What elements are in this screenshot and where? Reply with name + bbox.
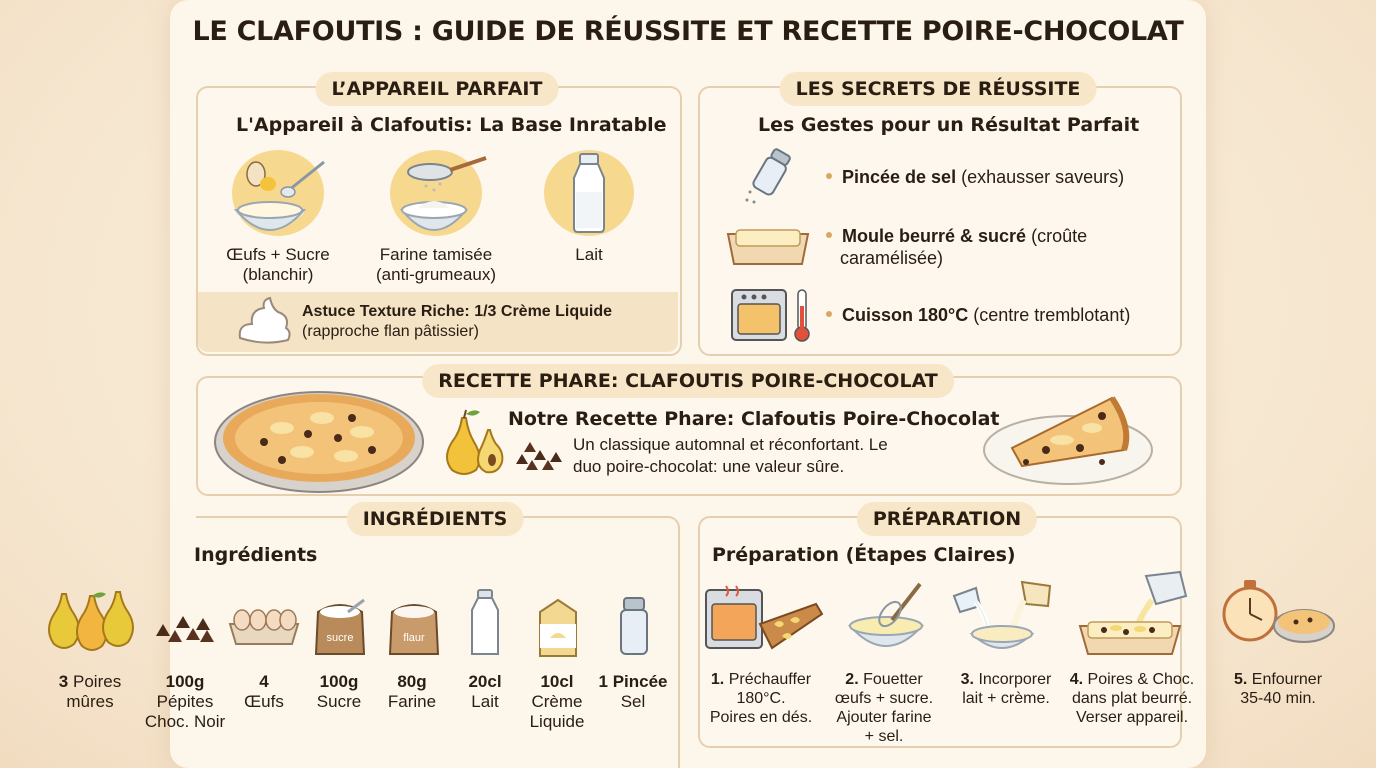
appareil-item-milk xyxy=(575,245,602,265)
step-number: 5. xyxy=(1233,671,1248,688)
preparation-pill: PRÉPARATION xyxy=(857,502,1037,536)
ingredient-flour xyxy=(388,672,436,712)
pear-icon xyxy=(440,408,508,476)
ingredient-name: Poires xyxy=(73,672,122,691)
step-line: Enfourner xyxy=(1251,671,1323,688)
step-line: 180°C. xyxy=(736,690,786,707)
recette-description xyxy=(573,434,888,478)
chocolate-chips-icon xyxy=(512,434,568,474)
recette-pill: RECETTE PHARE: CLAFOUTIS POIRE-CHOCOLAT xyxy=(422,364,954,398)
ingredient-qty: 10cl xyxy=(540,672,574,691)
secret-bold: Moule beurré & sucré xyxy=(842,226,1027,246)
step-line: 35-40 min. xyxy=(1240,690,1316,707)
secret-item-cooking xyxy=(826,304,1130,326)
sifted-flour-icon xyxy=(396,150,496,240)
bullet-dot xyxy=(826,311,832,317)
secrets-pill: LES SECRETS DE RÉUSSITE xyxy=(780,72,1097,106)
appareil-item-flour xyxy=(376,245,496,285)
secret-note: (exhausser saveurs) xyxy=(961,167,1125,187)
secret-bold: Cuisson 180°C xyxy=(842,305,969,325)
ingredient-name-2: Sel xyxy=(620,692,646,711)
appareil-item-note: (anti-grumeaux) xyxy=(376,265,496,284)
appareil-item-label: Œufs + Sucre xyxy=(226,245,330,264)
ingredient-name: Pincée xyxy=(612,672,668,691)
bullet-dot xyxy=(826,173,832,179)
preparation-step-5 xyxy=(1234,670,1322,708)
ingredient-qty: 100g xyxy=(165,672,205,691)
ingredient-pears xyxy=(59,672,121,712)
preparation-step-4 xyxy=(1070,670,1195,727)
whipped-cream-icon xyxy=(236,296,292,346)
step-line: Verser appareil. xyxy=(1075,709,1189,726)
cream-carton-icon xyxy=(534,598,580,658)
recette-heading: Notre Recette Phare: Clafoutis Poire-Chocolat xyxy=(508,408,1000,430)
step-number: 1. xyxy=(710,671,725,688)
ingredient-milk xyxy=(468,672,501,712)
salt-shaker-icon xyxy=(742,144,800,206)
pour-milk-cream-icon xyxy=(950,576,1060,656)
ingredients-pill: INGRÉDIENTS xyxy=(347,502,524,536)
chocolate-chips-icon xyxy=(152,604,218,644)
preparation-step-1 xyxy=(710,670,812,727)
preparation-heading: Préparation (Étapes Claires) xyxy=(712,544,1016,566)
ingredient-qty: 4 xyxy=(259,672,269,691)
oven-thermometer-icon xyxy=(730,286,816,344)
secret-note-line2: caramélisée) xyxy=(840,248,944,268)
step-line: œufs + sucre. xyxy=(834,690,934,707)
clafoutis-slice-icon xyxy=(982,388,1158,488)
flour-bag-icon xyxy=(386,598,442,656)
ingredient-name: Farine xyxy=(387,692,437,711)
ingredient-qty: 3 xyxy=(58,672,69,691)
appareil-heading: L'Appareil à Clafoutis: La Base Inratable xyxy=(236,114,667,136)
step-number: 2. xyxy=(845,671,859,688)
ingredient-sugar xyxy=(317,672,361,712)
step-line: Incorporer xyxy=(978,671,1052,688)
secrets-heading: Les Gestes pour un Résultat Parfait xyxy=(758,114,1140,136)
butter-dish-icon xyxy=(722,216,814,272)
secret-bold: Pincée de sel xyxy=(842,167,957,187)
ingredient-name-2: mûres xyxy=(66,692,114,711)
ingredient-cream xyxy=(530,672,585,732)
whisk-bowl-icon xyxy=(846,580,930,654)
ingredient-qty: 1 xyxy=(598,672,608,691)
ingredient-chocolate xyxy=(145,672,225,732)
page-title: LE CLAFOUTIS : GUIDE DE RÉUSSITE ET RECETTE POIRE-CHOCOLAT xyxy=(192,16,1184,47)
milk-bottle-icon xyxy=(566,152,612,234)
ingredient-name: Crème xyxy=(531,692,583,711)
ingredient-name-2: Choc. Noir xyxy=(144,712,226,731)
secret-item-mold xyxy=(826,225,1087,269)
appareil-pill: L’APPAREIL PARFAIT xyxy=(316,72,559,106)
step-number: 3. xyxy=(960,671,974,688)
step-line: dans plat beurré. xyxy=(1071,690,1193,707)
pears-icon xyxy=(44,588,136,654)
ingredient-name: Œufs xyxy=(244,692,284,711)
appareil-item-label: Farine tamisée xyxy=(379,245,493,264)
sugar-bag-icon xyxy=(312,598,368,656)
preparation-step-2 xyxy=(835,670,933,746)
salt-shaker-icon xyxy=(616,596,652,658)
step-line: Ajouter farine xyxy=(836,709,932,726)
step-line: Fouetter xyxy=(863,671,923,688)
ingredient-qty: 20cl xyxy=(468,672,502,691)
sugar-bag-label: sucre xyxy=(326,632,354,644)
bullet-dot xyxy=(826,232,832,238)
recette-line-2: duo poire-chocolat: une valeur sûre. xyxy=(573,457,845,476)
pour-batter-dish-icon xyxy=(1076,566,1194,658)
oven-pears-icon xyxy=(704,584,826,654)
ingredient-name: Pépites xyxy=(156,692,214,711)
secret-note: (croûte xyxy=(1031,226,1088,246)
appareil-item-label: Lait xyxy=(575,245,603,264)
step-line: Poires & Choc. xyxy=(1087,671,1195,688)
step-line: lait + crème. xyxy=(962,690,1050,707)
step-number: 4. xyxy=(1069,671,1084,688)
ingredients-heading: Ingrédients xyxy=(194,544,318,566)
ingredient-eggs xyxy=(244,672,284,712)
clafoutis-dish-icon xyxy=(212,386,426,494)
ingredient-name: Sucre xyxy=(316,692,362,711)
appareil-item-note: (blanchir) xyxy=(242,265,314,284)
preparation-step-3 xyxy=(961,670,1052,708)
appareil-tip xyxy=(302,302,612,342)
ingredient-salt xyxy=(598,672,667,712)
eggs-sugar-bowl-icon xyxy=(232,150,332,240)
tip-note: (rapproche flan pâtissier) xyxy=(302,323,479,340)
ingredient-name: Lait xyxy=(471,692,499,711)
ingredient-qty: 80g xyxy=(397,672,427,691)
egg-carton-icon xyxy=(228,604,300,646)
step-line: Préchauffer xyxy=(728,671,812,688)
secret-note: (centre tremblotant) xyxy=(973,305,1131,325)
flour-bag-label: flaur xyxy=(403,632,425,644)
appareil-item-eggs xyxy=(226,245,329,285)
secret-item-salt xyxy=(826,166,1124,188)
tip-bold: Astuce Texture Riche: 1/3 Crème Liquide xyxy=(302,303,613,320)
step-line: Poires en dés. xyxy=(709,709,813,726)
ingredient-qty: 100g xyxy=(319,672,359,691)
timer-clafoutis-icon xyxy=(1220,574,1336,648)
recette-line-1: Un classique automnal et réconfortant. Le xyxy=(573,435,888,454)
milk-bottle-icon xyxy=(468,588,502,658)
step-line: + sel. xyxy=(864,728,904,745)
ingredient-name-2: Liquide xyxy=(529,712,585,731)
